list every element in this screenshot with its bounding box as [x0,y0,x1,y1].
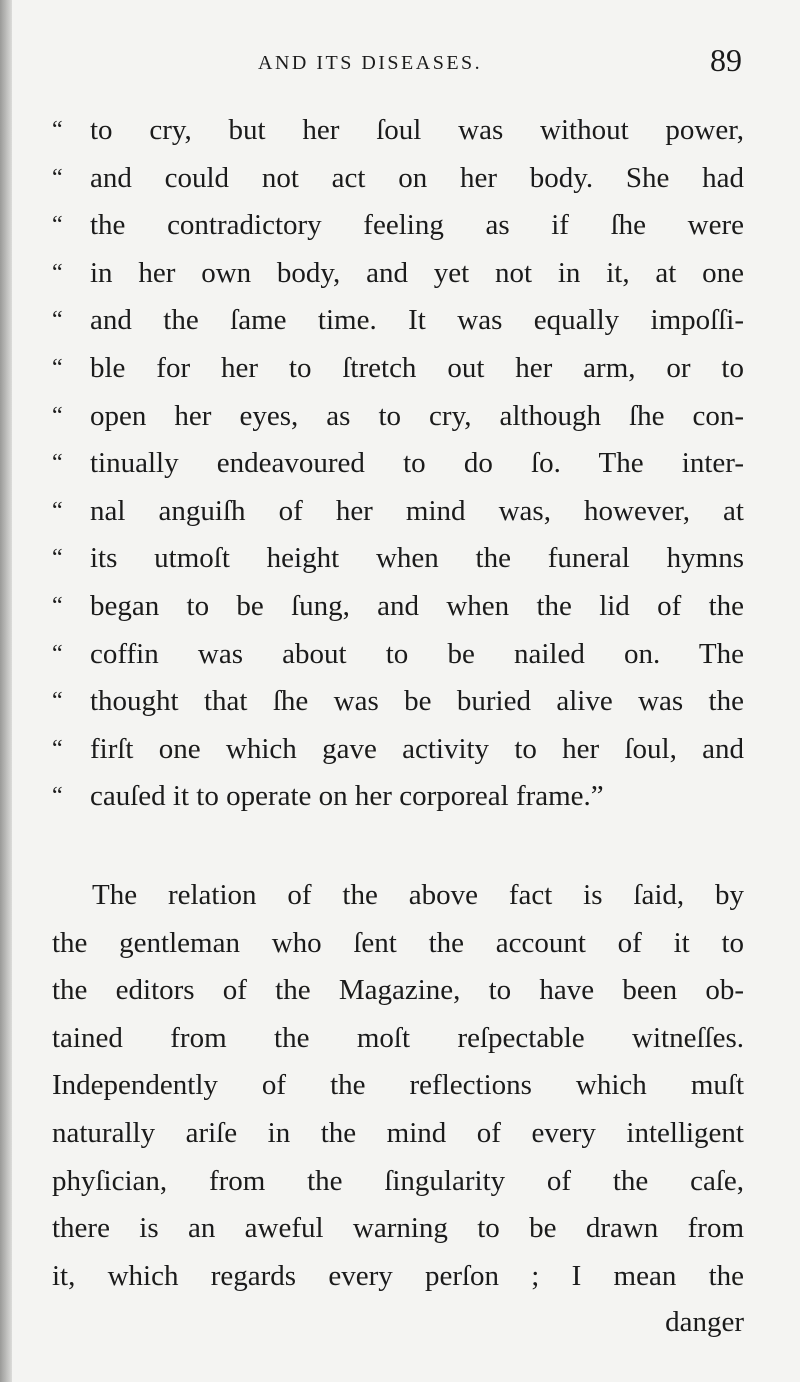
quote-mark: “ [52,402,63,429]
quote-line-text: and could not act on her body. She had [90,161,744,194]
quote-line-text: open her eyes, as to cry, although ſhe con- [90,399,744,432]
page-gutter-shadow [0,0,12,1382]
paragraph-line: tained from the moſt reſpectable witneſſes. [52,1021,744,1054]
paragraph-line: The relation of the above fact is ſaid, by [92,879,744,911]
quote-line-text: nal anguiſh of her mind was, however, at [90,494,744,527]
quote-line-text: to cry, but her ſoul was without power, [90,114,744,146]
paragraph-line: naturally ariſe in the mind of every intelligent [52,1116,744,1149]
quote-mark: “ [52,592,63,619]
quote-line-text: tinually endeavoured to do ſo. The inter- [90,447,744,480]
quoted-passage [52,107,744,821]
quote-mark: “ [52,688,63,715]
quote-line [52,155,744,203]
quote-line-text: its utmoſt height when the funeral hymns [90,542,744,575]
quote-mark: “ [52,307,63,334]
quote-line [52,583,744,631]
quote-line-text: firſt one which gave activity to her ſoul, and [90,732,744,765]
quote-line [52,250,744,298]
quote-line-text: cauſed it to operate on her corporeal frame.” [90,780,604,813]
quote-line [52,393,744,441]
quote-line [52,202,744,250]
quote-mark: “ [52,735,63,762]
paragraph-line: the editors of the Magazine, to have been ob- [52,974,744,1007]
paragraph-line: it, which regards every perſon ; I mean the [52,1259,744,1292]
paragraph-line: there is an aweful warning to be drawn from [52,1212,744,1245]
body-paragraph [52,872,744,1300]
page-number: 89 [710,42,742,78]
quote-mark: “ [52,450,63,477]
quote-line [52,107,744,155]
quote-line-text: coffin was about to be nailed on. The [90,637,744,670]
quote-mark: “ [52,117,63,143]
quote-line-text: began to be ſung, and when the lid of the [90,589,744,622]
quote-line [52,535,744,583]
quote-mark: “ [52,640,63,667]
quote-line [52,631,744,679]
quote-line [52,726,744,774]
quote-mark: “ [52,497,63,524]
quote-line-text: the contradictory feeling as if ſhe were [90,209,744,242]
quote-line [52,297,744,345]
quote-line-text: and the ſame time. It was equally impoſſi- [90,304,744,337]
quote-line [52,440,744,488]
quote-mark: “ [52,212,63,239]
running-head: AND ITS DISEASES. [258,52,483,74]
quote-line-text: ble for her to ſtretch out her arm, or to [90,351,744,384]
catchword: danger [665,1306,744,1338]
paragraph-line: the gentleman who ſent the account of it to [52,926,744,959]
paragraph-line: Independently of the reflections which muſt [52,1069,744,1102]
quote-line [52,345,744,393]
quote-mark: “ [52,259,63,286]
quote-line [52,488,744,536]
paragraph-line: phyſician, from the ſingularity of the caſe, [52,1164,744,1197]
quote-mark: “ [52,164,63,191]
quote-mark: “ [52,783,63,810]
quote-mark: “ [52,354,63,381]
quote-line-text: thought that ſhe was be buried alive was the [90,685,744,718]
quote-mark: “ [52,545,63,572]
quote-line-text: in her own body, and yet not in it, at one [90,256,744,289]
quote-line [52,773,744,821]
quote-line [52,678,744,726]
